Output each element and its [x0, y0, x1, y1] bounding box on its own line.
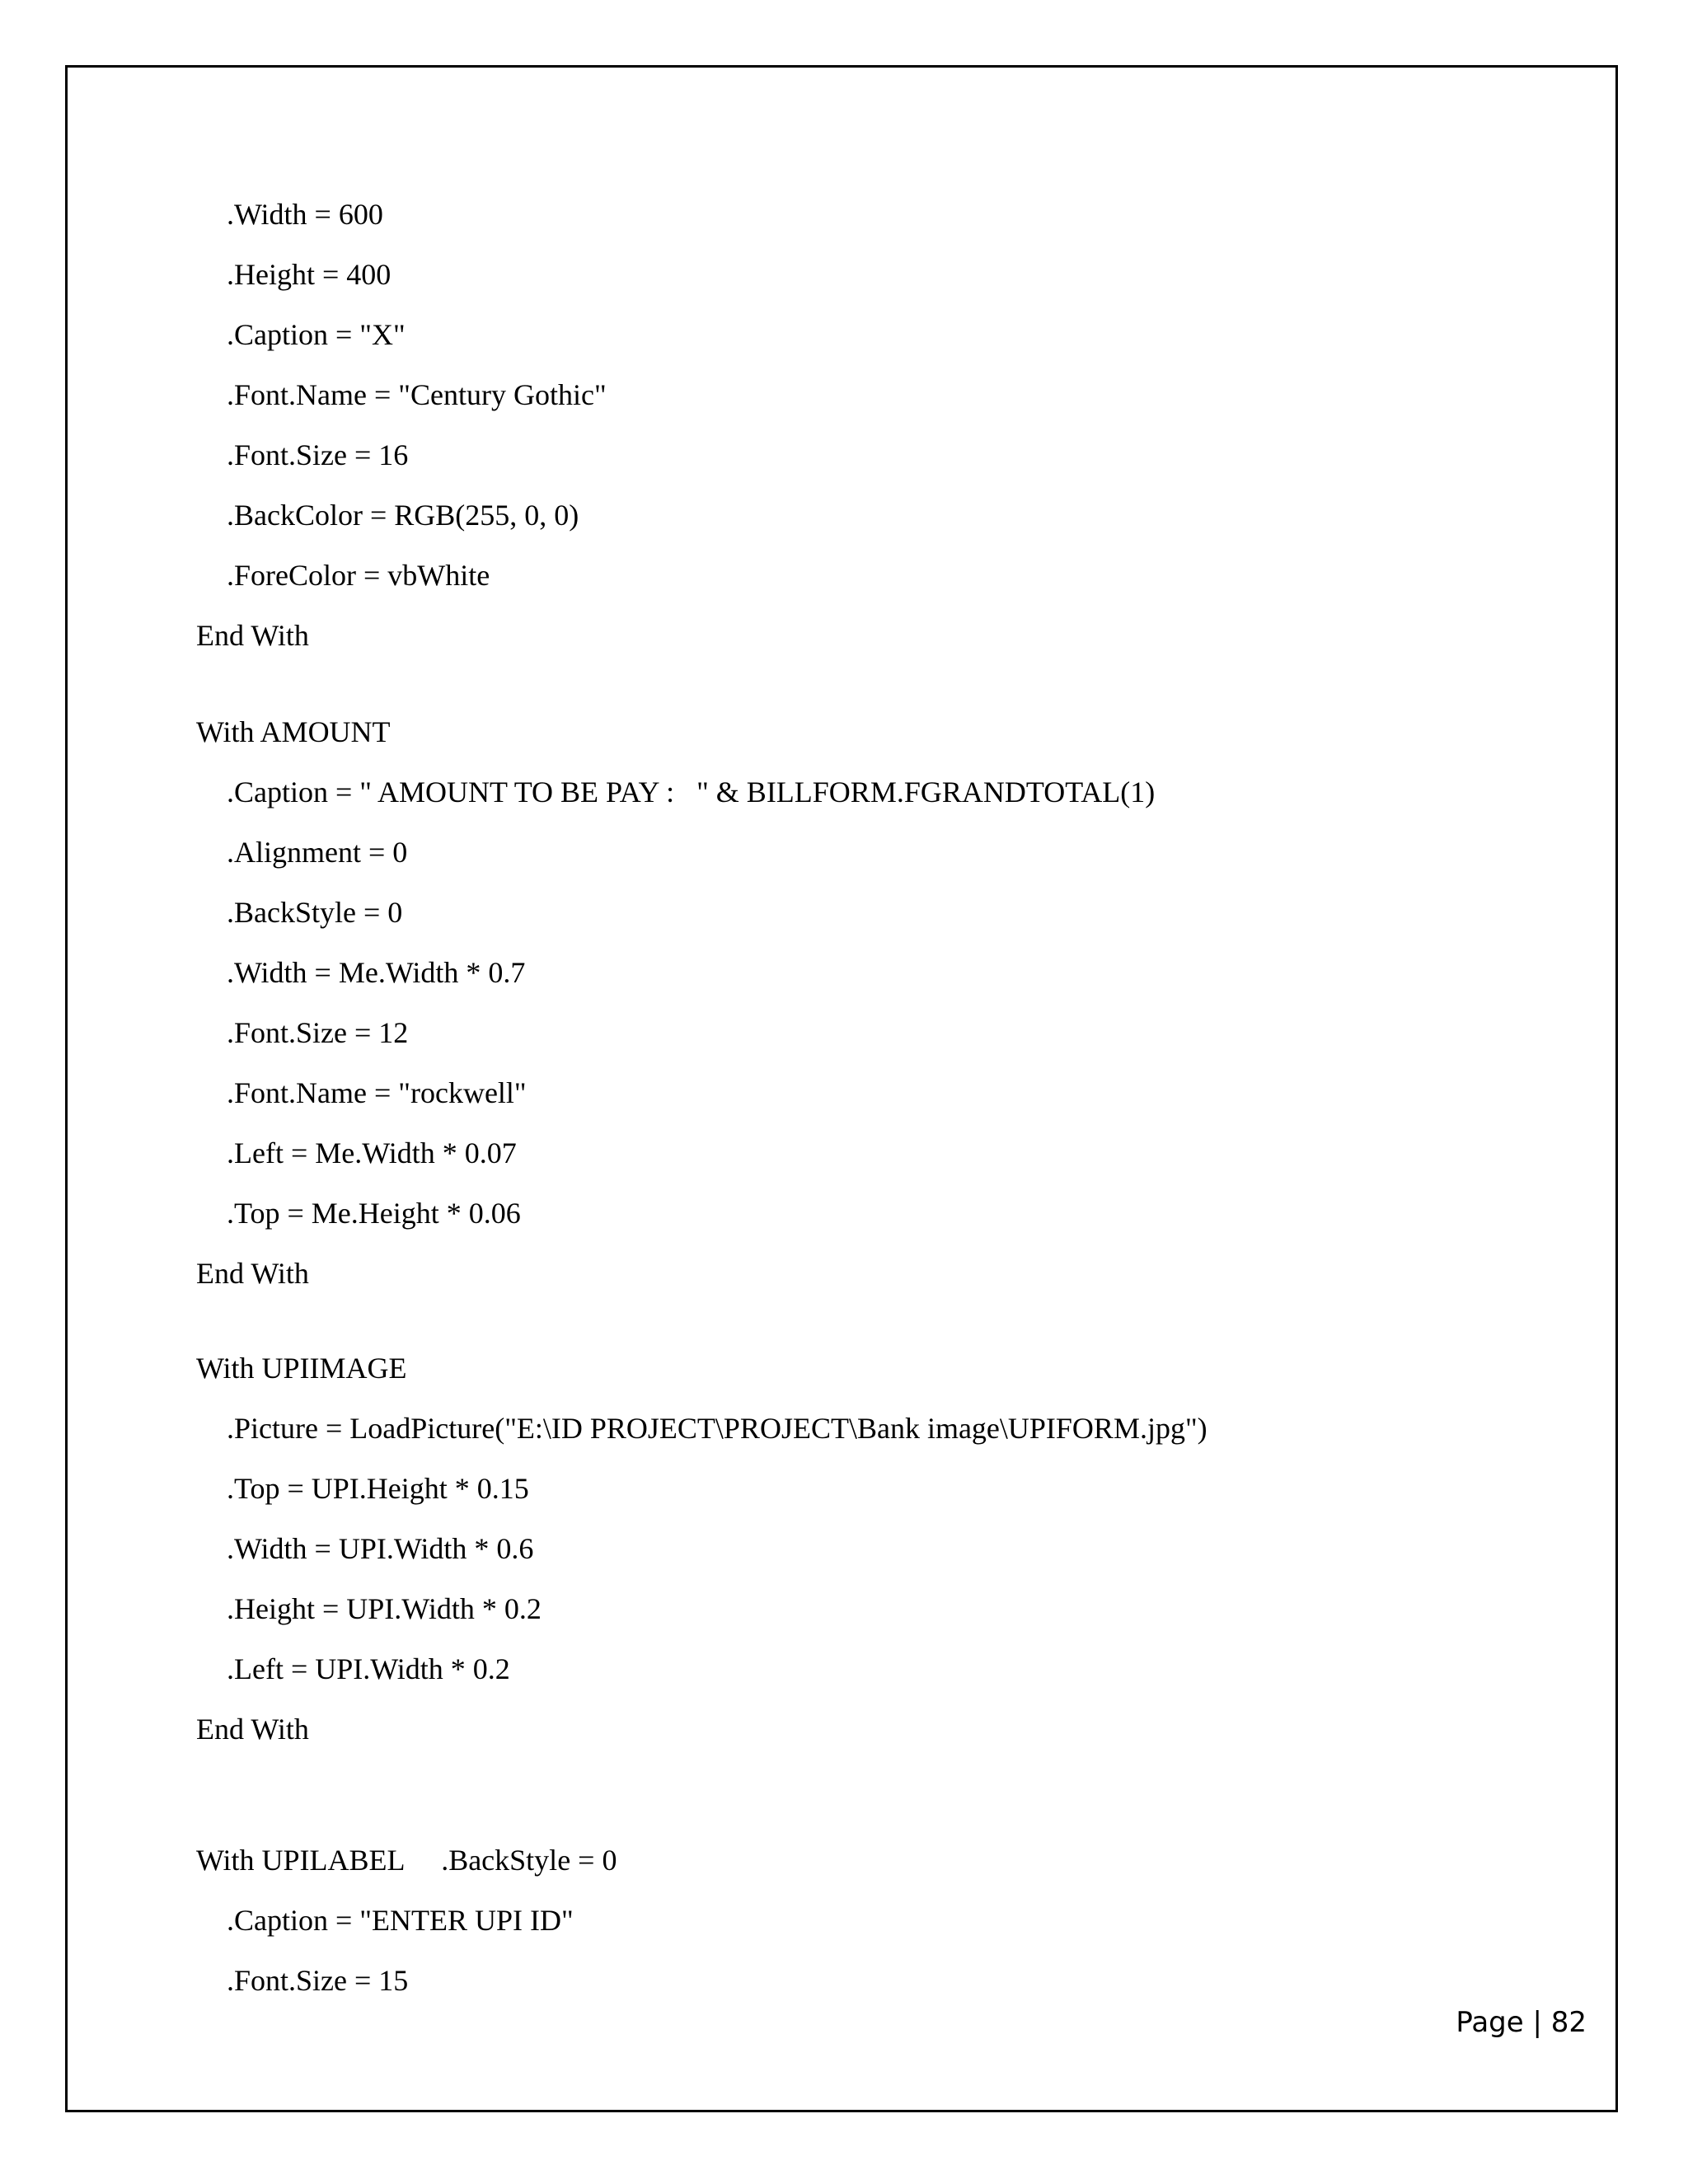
code-line: .Left = UPI.Width * 0.2: [227, 1652, 510, 1685]
code-line: With UPILABEL .BackStyle = 0: [196, 1844, 617, 1877]
code-line: .BackStyle = 0: [227, 896, 403, 929]
code-line: .Font.Size = 16: [227, 438, 409, 471]
code-line: End With: [196, 1257, 309, 1290]
code-line: With AMOUNT: [196, 715, 391, 748]
code-line: .Top = UPI.Height * 0.15: [227, 1472, 529, 1505]
code-line: .Caption = "X": [227, 318, 406, 351]
code-line: .Font.Size = 15: [227, 1964, 409, 1997]
code-line: End With: [196, 619, 309, 652]
code-line: .Top = Me.Height * 0.06: [227, 1197, 521, 1230]
page-number: Page | 82: [1456, 2006, 1587, 2039]
code-line: .Width = UPI.Width * 0.6: [227, 1532, 534, 1565]
code-line: .Width = Me.Width * 0.7: [227, 956, 526, 989]
code-line: End With: [196, 1713, 309, 1746]
code-line: .BackColor = RGB(255, 0, 0): [227, 499, 579, 532]
code-line: With UPIIMAGE: [196, 1352, 407, 1385]
code-line: .Height = UPI.Width * 0.2: [227, 1592, 542, 1625]
code-line: .Caption = " AMOUNT TO BE PAY : " & BILLFORM.FGRANDTOTAL(1): [227, 776, 1156, 808]
code-line: .Picture = LoadPicture("E:\ID PROJECT\PROJECT\Bank image\UPIFORM.jpg"): [227, 1412, 1207, 1445]
code-line: .Caption = "ENTER UPI ID": [227, 1904, 574, 1937]
code-line: .Alignment = 0: [227, 836, 408, 869]
code-line: .Left = Me.Width * 0.07: [227, 1137, 517, 1169]
code-line: .Font.Size = 12: [227, 1016, 409, 1049]
code-line: .ForeColor = vbWhite: [227, 559, 490, 592]
code-line: .Font.Name = "Century Gothic": [227, 378, 607, 411]
code-line: .Height = 400: [227, 258, 392, 291]
code-line: .Width = 600: [227, 198, 383, 231]
code-line: .Font.Name = "rockwell": [227, 1076, 527, 1109]
